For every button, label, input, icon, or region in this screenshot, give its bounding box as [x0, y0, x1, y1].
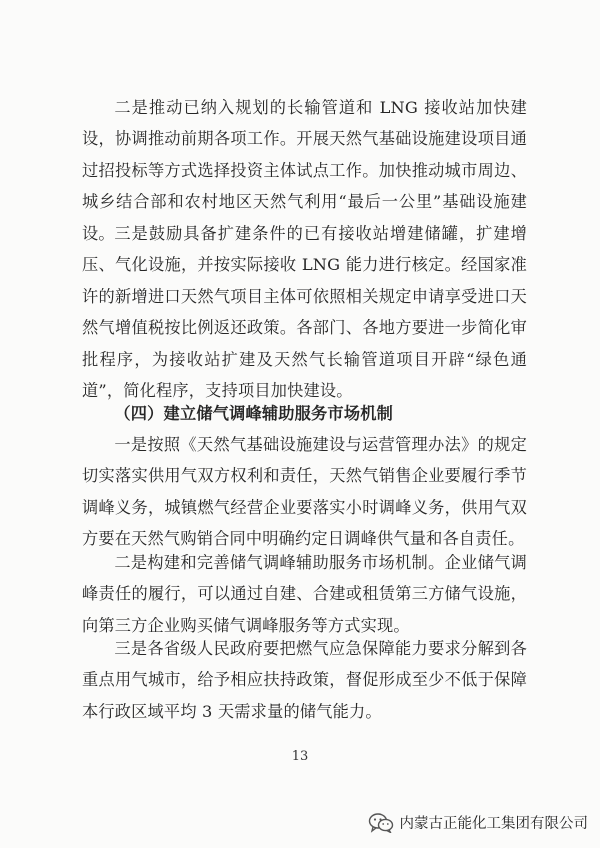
paragraph-receiving-station-expansion: 三是鼓励具备扩建条件的已有接收站增建储罐，扩建增压、气化设施，并按实际接收 LNG 能力进行核定。经国家准许的新增进口天然气项目主体可依照相关规定申请享受进口天然气增值税按比例返还政策。各部门、各地方要进一步简化审批程序，为接收站扩建及天然气长输管道项目开辟“绿色通道”，简化程序，支持项目加快建设。	[82, 224, 527, 401]
wechat-icon	[368, 813, 394, 833]
paragraph-pipeline-construction: 二是推动已纳入规划的长输管道和 LNG 接收站加快建设，协调推动前期各项工作。开展天然气基础设施建设项目通过招投标等方式选择投资主体试点工作。加快推动城市周边、城乡结合部和农村地区天然气利用“最后一公里”基础设施建设。	[82, 98, 527, 243]
paragraph-provincial-reserve: 三是各省级人民政府要把燃气应急保障能力要求分解到各重点用气城市，给予相应扶持政策，督促形成至少不低于保障本行政区域平均 3 天需求量的储气能力。	[82, 639, 527, 721]
watermark-text: 内蒙古正能化工集团有限公司	[399, 816, 588, 832]
paragraph-market-mechanism: 二是构建和完善储气调峰辅助服务市场机制。企业储气调峰责任的履行，可以通过自建、合建或租赁第三方储气设施，向第三方企业购买储气调峰服务等方式实现。	[82, 553, 527, 635]
section-heading: （四）建立储气调峰辅助服务市场机制	[114, 404, 393, 423]
watermark	[368, 812, 589, 833]
paragraph-supply-obligations: 一是按照《天然气基础设施建设与运营管理办法》的规定切实落实供用气双方权利和责任，天然气销售企业要履行季节调峰义务，城镇燃气经营企业要落实小时调峰义务，供用气双方要在天然气购销合同中明确约定日调峰供气量和各自责任。	[82, 435, 527, 549]
page-number: 13	[291, 749, 309, 764]
